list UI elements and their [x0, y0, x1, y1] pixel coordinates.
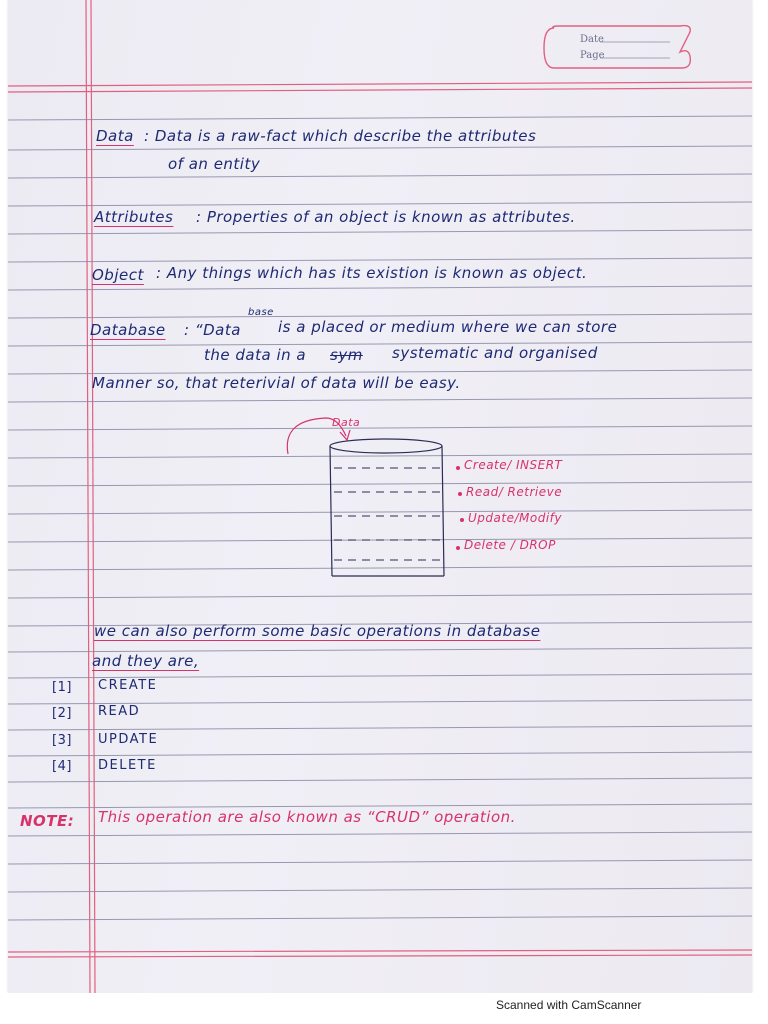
diagram-op-update: Update/Modify — [468, 511, 562, 525]
list-item-number: [2] — [52, 706, 72, 721]
note-label: NOTE: — [20, 812, 75, 830]
operations-intro-line1: we can also perform some basic operations in database — [94, 622, 541, 640]
notebook-page — [8, 0, 752, 993]
database-definition-line2b: systematic and organised — [392, 344, 598, 362]
diagram-op-read: Read/ Retrieve — [466, 485, 563, 499]
diagram-top-label: Data — [332, 416, 361, 429]
attributes-definition: : Properties of an object is known as attributes. — [196, 208, 576, 226]
list-item-label: DELETE — [98, 758, 157, 773]
database-definition-line2: the data in a — [204, 346, 307, 364]
data-term: Data — [96, 127, 134, 145]
date-label: Date — [580, 34, 604, 45]
database-struck-word: sym — [330, 346, 363, 364]
list-item-label: READ — [98, 704, 141, 719]
database-superscript: base — [248, 307, 274, 318]
database-definition-line1: is a placed or medium where we can store — [278, 318, 618, 336]
database-term: Database — [90, 321, 166, 339]
diagram-op-delete: Delete / DROP — [464, 538, 556, 552]
diagram-op-create: Create/ INSERT — [464, 458, 563, 472]
data-definition-line2: of an entity — [168, 155, 261, 173]
list-item-number: [1] — [52, 680, 72, 695]
operations-intro-line2: and they are, — [92, 652, 200, 670]
scroll-frame-icon — [540, 22, 700, 74]
cylinder-top — [330, 439, 442, 453]
list-item-number: [4] — [52, 759, 72, 774]
database-definition-line3: Manner so, that reterivial of data will be easy. — [92, 374, 461, 392]
scanner-footer — [0, 993, 768, 1024]
object-term: Object — [92, 266, 144, 284]
object-definition: : Any things which has its existion is known as object. — [156, 264, 588, 282]
date-page-box — [540, 22, 700, 74]
note-text: This operation are also known as “CRUD” operation. — [98, 808, 516, 826]
data-definition-line1: : Data is a raw-fact which describe the attributes — [144, 127, 537, 145]
page-label: Page — [580, 50, 605, 61]
database-diagram — [268, 410, 648, 590]
list-item-label: UPDATE — [98, 732, 159, 747]
attributes-term: Attributes — [94, 208, 174, 226]
scanner-watermark-text: Scanned with CamScanner — [496, 998, 642, 1012]
database-definition-data: : “Data — [184, 321, 241, 339]
list-item-number: [3] — [52, 733, 72, 748]
list-item-label: CREATE — [98, 678, 158, 693]
